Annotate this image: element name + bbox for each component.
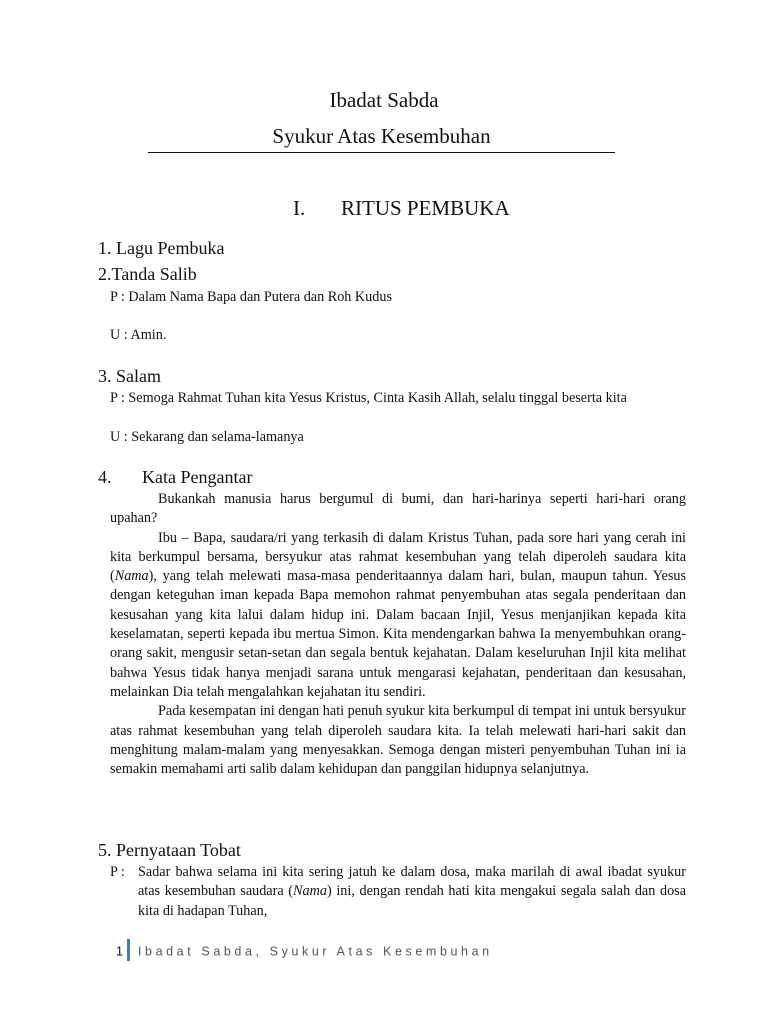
paragraph-text: Sadar bahwa selama ini kita sering jatuh ke dalam dosa, maka marilah di awal ibadat syukur atas kesembuhan saudara ( [138,864,686,900]
salam-priest-line: P : Semoga Rahmat Tuhan kita Yesus Kristus, Cinta Kasih Allah, selalu tinggal beserta kita [110,390,627,406]
paragraph-text: ) ini, dengan rendah hati kita mengakui segala salah dan dosa kita di hadapan Tuhan, [138,883,686,919]
kata-pengantar-title: Kata Pengantar [142,467,253,487]
nama-placeholder: Nama [293,883,327,900]
heading-kata-pengantar [98,467,252,488]
section-number: I. [293,196,306,220]
heading-salam: 3. Salam [98,366,161,386]
page-footer [116,941,493,963]
section-heading [293,196,510,221]
heading-lagu-pembuka: 1. Lagu Pembuka [98,238,225,258]
tobat-priest-paragraph [110,863,686,921]
paragraph: Bukankah manusia harus bergumul di bumi, dan hari-harinya seperti hari-hari orang upahan? [110,491,686,527]
kata-pengantar-body [110,490,686,779]
footer-divider [127,939,130,961]
priest-label: P : [110,864,125,880]
kata-pengantar-number: 4. [98,467,112,487]
heading-tanda-salib: 2.Tanda Salib [98,264,197,284]
paragraph: Pada kesempatan ini dengan hati penuh syukur kita berkumpul di tempat ini untuk bersyukur atas rahmat kesembuhan yang telah diperoleh saudara kita. Ia telah melewati hari-hari sakit dan menghitung malam-malam yang menyesakkan. Semoga dengan misteri penyembuhan Tuhan ini ia semakin memahami arti salib dalam kehidupan dan panggilan hidupnya selanjutnya. [110,703,686,778]
document-title: Ibadat Sabda [329,88,439,112]
heading-pernyataan-tobat: 5. Pernyataan Tobat [98,840,241,860]
document-subtitle: Syukur Atas Kesembuhan [148,124,615,153]
tanda-salib-people-line: U : Amin. [110,327,167,343]
nama-placeholder: Nama [114,568,149,585]
section-name: RITUS PEMBUKA [341,196,510,220]
footer-text: Ibadat Sabda, Syukur Atas Kesembuhan [137,944,493,959]
tobat-text [138,863,686,921]
page-number: 1 [116,944,123,959]
paragraph-text: Ibu – Bapa, saudara/ri yang terkasih di dalam Kristus Tuhan, pada sore hari yang cerah ini kita berkumpul bersama, bersyukur atas rahmat kesembuhan yang telah diperoleh saudara kita ( [110,529,686,585]
tanda-salib-priest-line: P : Dalam Nama Bapa dan Putera dan Roh Kudus [110,289,392,305]
salam-people-line: U : Sekarang dan selama-lamanya [110,429,304,445]
paragraph [110,529,686,703]
paragraph-text: ), yang telah melewati masa-masa penderitaannya dalam hari, bulan, maupun tahun. Yesus dengan keteguhan iman kepada Bapa memohon rahmat penyembuhan atas segala penderitaan dan kesusahan yang kita lalui dalam hidup ini. Dalam bacaan Injil, Yesus menjanjikan kepada kita keselamatan, seperti kepada ibu mertua Simon. Kita mendengarkan bahwa Ia menyembuhkan orang-orang sakit, mengusir setan-setan dan segala bentuk kejahatan. Dalam keseluruhan Injil kita melihat bahwa Yesus tidak hanya menjadi sarana untuk mengarasi kejahatan, penderitaan dan kesusahan, melainkan Dia telah mengalahkan kejahatan itu sendiri. [110,568,686,700]
